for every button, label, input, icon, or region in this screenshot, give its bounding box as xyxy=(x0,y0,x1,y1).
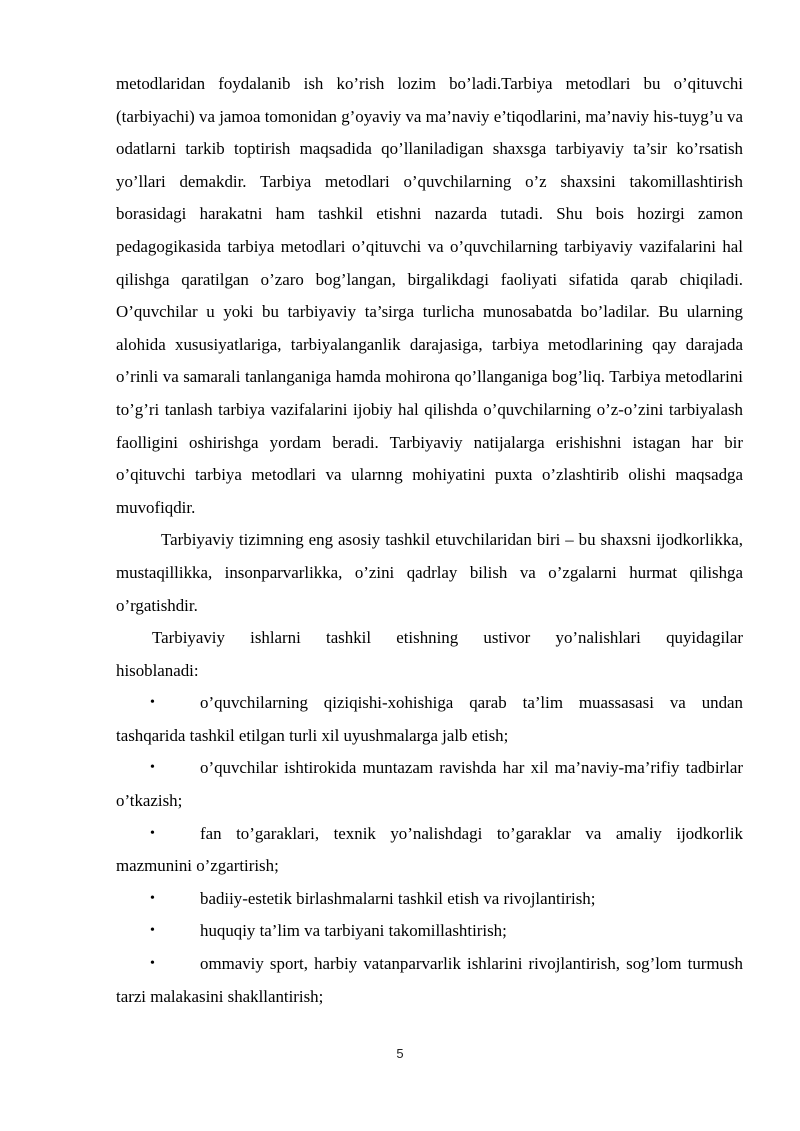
bullet-icon: • xyxy=(150,695,155,711)
list-item xyxy=(116,818,743,883)
list-item xyxy=(116,752,743,817)
paragraph-priorities: Tarbiyaviy ishlarni tashkil etishning ustivor yo’nalishlari quyidagilar hisoblanadi: xyxy=(116,628,743,680)
paragraph-system: Tarbiyaviy tizimning eng asosiy tashkil etuvchilaridan biri – bu shaxsni ijodkorlikka, mustaqillikka, insonparvarlikka, o’zini qadrlay bilish va o’zgalarni hurmat qilishga o’rgatishdir. xyxy=(116,530,743,615)
bullet-icon: • xyxy=(150,956,155,972)
list-item xyxy=(116,915,743,948)
page-number: 5 xyxy=(396,1046,404,1061)
list-item-text: badiiy-estetik birlashmalarni tashkil etish va rivojlantirish; xyxy=(200,888,596,908)
bullet-icon: • xyxy=(150,890,155,906)
page-body xyxy=(116,68,743,1013)
list-item xyxy=(116,687,743,752)
bullet-icon: • xyxy=(150,825,155,841)
list-item-text: o’quvchilar ishtirokida muntazam ravishda har xil ma’naviy-ma’rifiy tadbirlar o’tkazish; xyxy=(116,758,743,811)
bullet-icon: • xyxy=(150,760,155,776)
list-item-text: ommaviy sport, harbiy vatanparvarlik ishlarini rivojlantirish, sog’lom turmush tarzi malakasini shakllantirish; xyxy=(116,954,743,1006)
bullet-icon: • xyxy=(150,923,155,939)
paragraph-methods: metodlaridan foydalanib ish ko’rish lozim bo’ladi.Tarbiya metodlari bu o’qituvchi (tarbiyachi) va jamoa tomonidan g’oyaviy va ma’naviy e’tiqodlarini, ma’naviy his-tuyg’u va odatlarni tarkib toptirish maqsadida qo’llaniladigan shaxsga tarbiyaviy ta’sir ko’rsatish yo’llari demakdir. Tarbiya metodlari o’quvchilarning o’z shaxsini takomillashtirish borasidagi harakatni ham tashkil etishni nazarda tutadi. Shu bois hozirgi zamon pedagogikasida tarbiya metodlari o’qituvchi va o’quvchilarning tarbiyaviy vazifalarini hal qilishga qaratilgan o’zaro bog’langan, birgalikdagi faoliyati sifatida qarab chiqiladi. O’quvchilar u yoki bu tarbiyaviy ta’sirga turlicha munosabatda bo’ladilar. Bu ularning alohida xususiyatlariga, tarbiyalanganlik darajasiga, tarbiya metodlarining qay darajada o’rinli va samarali tanlanganiga hamda mohirona qo’llanganiga bog’liq. Tarbiya metodlarini to’g’ri tanlash tarbiya vazifalarini ijobiy hal qilishda o’quvchilarning o’z-o’zini tarbiyalash faolligini oshirishga yordam beradi. Tarbiyaviy natijalarga erishishni istagan har bir o’qituvchi tarbiya metodlari va ularnng mohiyatini puxta o’zlashtirib olishi maqsadga muvofiqdir. xyxy=(116,74,743,517)
list-item-text: fan to’garaklari, texnik yo’nalishdagi to’garaklar va amaliy ijodkorlik mazmunini o’zgartirish; xyxy=(116,823,743,876)
list-item-text: o’quvchilarning qiziqishi-xohishiga qarab ta’lim muassasasi va undan tashqarida tashkil etilgan turli xil uyushmalarga jalb etish; xyxy=(116,693,743,745)
list-item xyxy=(116,948,743,1013)
list-item xyxy=(116,883,743,916)
list-item-text: huquqiy ta’lim va tarbiyani takomillashtirish; xyxy=(200,921,507,941)
